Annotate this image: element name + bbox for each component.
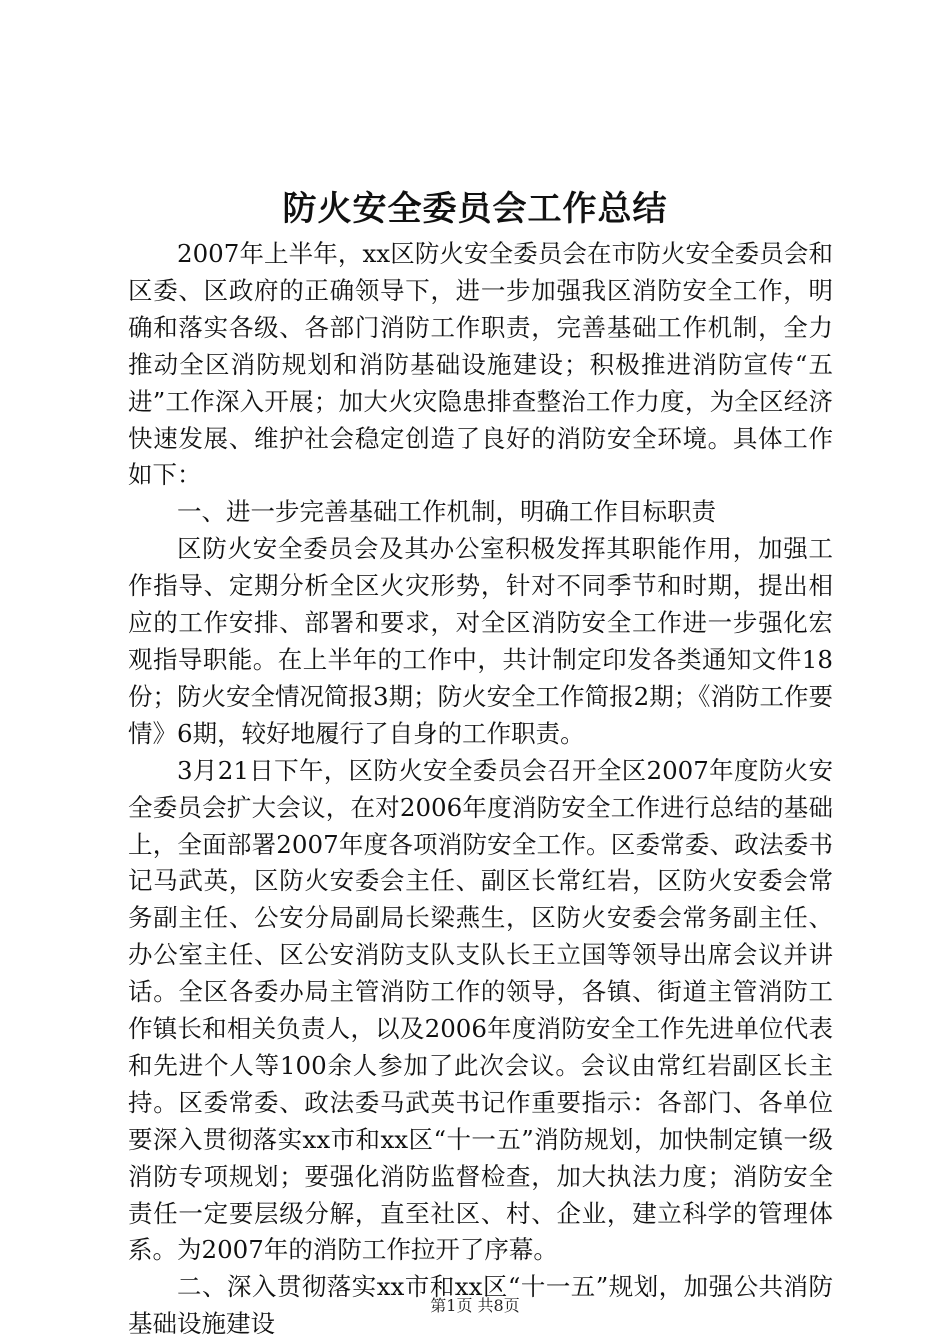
intro-paragraph: 2007年上半年，xx区防火安全委员会在市防火安全委员会和区委、区政府的正确领导下，进一步加强我区消防安全工作，明确和落实各级、各部门消防工作职责，完善基础工作机制，全力推动全区消防规划和消防基础设施建设；积极推进消防宣传“五进”工作深入开展；加大火灾隐患排查整治工作力度，为全区经济快速发展、维护社会稳定创造了良好的消防安全环境。具体工作如下：: [128, 239, 833, 490]
body-paragraph-1: 区防火安全委员会及其办公室积极发挥其职能作用，加强工作指导、定期分析全区火灾形势，针对不同季节和时期，提出相应的工作安排、部署和要求，对全区消防安全工作进一步强化宏观指导职能。在上半年的工作中，共计制定印发各类通知文件18份；防火安全情况简报3期；防火安全工作简报2期；《消防工作要情》6期，较好地履行了自身的工作职责。: [128, 534, 833, 748]
section-heading-2: 二、深入贯彻落实xx市和xx区“十一五”规划，加强公共消防基础设施建设: [128, 1272, 833, 1339]
body-paragraph-2: 3月21日下午，区防火安全委员会召开全区2007年度防火安全委员会扩大会议，在对2006年度消防安全工作进行总结的基础上，全面部署2007年度各项消防安全工作。区委常委、政法委书记马武英，区防火安委会主任、副区长常红岩，区防火安委会常务副主任、公安分局副局长梁燕生，区防火安委会常务副主任、办公室主任、区公安消防支队支队长王立国等领导出席会议并讲话。全区各委办局主管消防工作的领导，各镇、街道主管消防工作镇长和相关负责人，以及2006年度消防安全工作先进单位代表和先进个人等100余人参加了此次会议。会议由常红岩副区长主持。区委常委、政法委马武英书记作重要指示：各部门、各单位要深入贯彻落实xx市和xx区“十一五”消防规划，加快制定镇一级消防专项规划；要强化消防监督检查，加大执法力度；消防安全责任一定要层级分解，直至社区、村、企业，建立科学的管理体系。为2007年的消防工作拉开了序幕。: [128, 755, 833, 1265]
document-body: [128, 236, 833, 1343]
section-heading-1: 一、进一步完善基础工作机制，明确工作目标职责: [177, 497, 716, 527]
page-footer: 第1页 共8页: [430, 1296, 520, 1315]
document-title: 防火安全委员会工作总结: [282, 189, 668, 229]
